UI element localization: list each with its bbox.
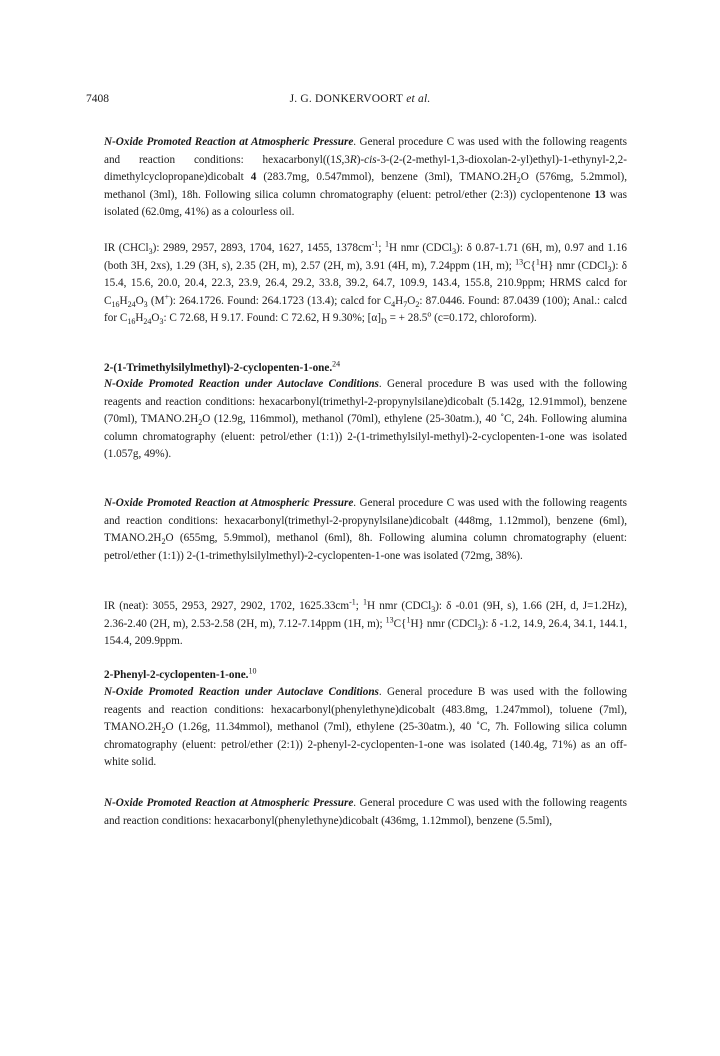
reference-superscript: 10	[248, 666, 257, 676]
paragraph-procedure-2: N-Oxide Promoted Reaction under Autoclave Conditions. General procedure B was used with the following reagents and reaction conditions: hexacarbonyl(trimethyl-2-propynylsilane)dicobalt (5.142g, 12.91mmol), benzene (70ml), $TMANO.2H_2O$ (12.9g, 116mmol), methanol (70ml), ethylene (25-30atm.), 40 ˚C, 24h. Following alumina column chromatography (eluent: petrol/ether (1:1)) 2-(1-trimethylsilyl-methyl)-2-cyclopenten-1-one was isolated (1.057g, 49%).	[104, 378, 628, 460]
compound-number: 13	[594, 188, 606, 201]
reference-superscript: 24	[332, 359, 341, 369]
compound-number: 4	[250, 171, 257, 183]
section-lead: N-Oxide Promoted Reaction at Atmospheric Pressure	[104, 797, 354, 809]
paragraph-procedure-4: N-Oxide Promoted Reaction under Autoclave Conditions. General procedure B was used with the following reagents and reaction conditions: hexacarbonyl(phenylethyne)dicobalt (483.8mg, 1.247mmol), toluene (7ml), $TMANO.2H_2O$ (1.26g, 11.34mmol), methanol (7ml), ethylene (25-30atm.), 40 ˚C, 7h. Following silica column chromatography (eluent: petrol/ether (2:1)) 2-phenyl-2-cyclopenten-1-one was isolated (140.4g, 71%) as an off-white solid.	[104, 686, 628, 768]
compound-heading: 2-(1-Trimethylsilylmethyl)-2-cyclopenten-1-one.$^{24}$	[104, 359, 341, 374]
paragraph-procedure-3: N-Oxide Promoted Reaction at Atmospheric Pressure. General procedure C was used with the following reagents and reaction conditions: hexacarbonyl(trimethyl-2-propynylsilane)dicobalt (448mg, 1.12mmol), benzene (6ml), $TMANO.2H_2O$ (655mg, 5.9mmol), methanol (6ml), 8h. Following alumina column chromatography (eluent: petrol/ether (1:1)) 2-(1-trimethylsilylmethyl)-2-cyclopenten-1-one was isolated (72mg, 38%).	[104, 497, 627, 562]
running-head-author: J. G. DONKERVOORT	[289, 93, 404, 105]
section-lead: N-Oxide Promoted Reaction at Atmospheric Pressure	[104, 497, 354, 509]
paragraph-procedure-1: N-Oxide Promoted Reaction at Atmospheric Pressure. General procedure C was used with the following reagents and reaction conditions: hexacarbonyl((1S,3R)-cis-3-(2-(2-methyl-1,3-dioxolan-2-yl)ethyl)-1-ethynyl-2,2-dimethylcyclopropane)dicobalt 4 (283.7mg, 0.547mmol), benzene (3ml), $TMANO.2H_2O$ (576mg, 5.2mmol), methanol (3ml), 18h. Following silica column chromatography (eluent: petrol/ether (2:3)) cyclopentenone 13 was isolated (62.0mg, 41%) as a colourless oil.	[104, 136, 628, 218]
page-number: 7408	[86, 93, 109, 105]
running-head-etal: et al.	[403, 93, 431, 105]
paragraph-spectral-data-2: IR (neat): 3055, 2953, 2927, 2902, 1702, $1625.33cm^{-1}$; $^1$H nmr (CDCl$_3$): δ -0.01 (9H, s), 1.66 (2H, d, J=1.2Hz), 2.36-2.40 (2H, m), 2.53-2.58 (2H, m), 7.12-7.14ppm (1H, m); $^{13}$C{$^1$H} nmr (CDCl$_3$): δ -1.2, 14.9, 26.4, 34.1, 144.1, 154.4, 209.9ppm.	[104, 597, 628, 647]
compound-heading: 2-Phenyl-2-cyclopenten-1-one.$^{10}$	[104, 666, 257, 681]
section-lead: N-Oxide Promoted Reaction at Atmospheric Pressure	[104, 136, 354, 148]
page-header	[0, 93, 720, 109]
paragraph-procedure-5: N-Oxide Promoted Reaction at Atmospheric Pressure. General procedure C was used with the following reagents and reaction conditions: hexacarbonyl(phenylethyne)dicobalt (436mg, 1.12mmol), benzene (5.5ml),	[104, 797, 627, 827]
section-lead: N-Oxide Promoted Reaction under Autoclave Conditions	[104, 378, 379, 390]
running-head	[0, 93, 720, 105]
section-lead: N-Oxide Promoted Reaction under Autoclave Conditions	[104, 686, 379, 698]
paragraph-spectral-data-1: IR (CHCl$_3$): 2989, 2957, 2893, 1704, 1627, 1455, $1378cm^{-1}$; $^1$H nmr (CDCl$_3$): δ 0.87-1.71 (6H, m), 0.97 and 1.16 (both 3H, 2xs), 1.29 (3H, s), 2.35 (2H, m), 2.57 (2H, m), 3.91 (4H, m), 7.24ppm (1H, m); $^{13}$C{$^1$H} nmr (CDCl$_3$): δ 15.4, 15.6, 20.0, 20.4, 22.3, 23.9, 26.4, 29.2, 33.8, 39.2, 64.7, 109.9, 143.4, 155.8, 210.9ppm; HRMS calcd for $C_{16}H_{24}O_3$ (M+): 264.1726. Found: 264.1723 (13.4); calcd for $C_4H_7O_2$: 87.0446. Found: 87.0439 (100); Anal.: calcd for $C_{16}H_{24}O_3$: C 72.68, H 9.17. Found: C 72.62, H 9.30%; $[\alpha]_D$ = + $28.5^o$ (c=0.172, chloroform).	[104, 239, 628, 327]
